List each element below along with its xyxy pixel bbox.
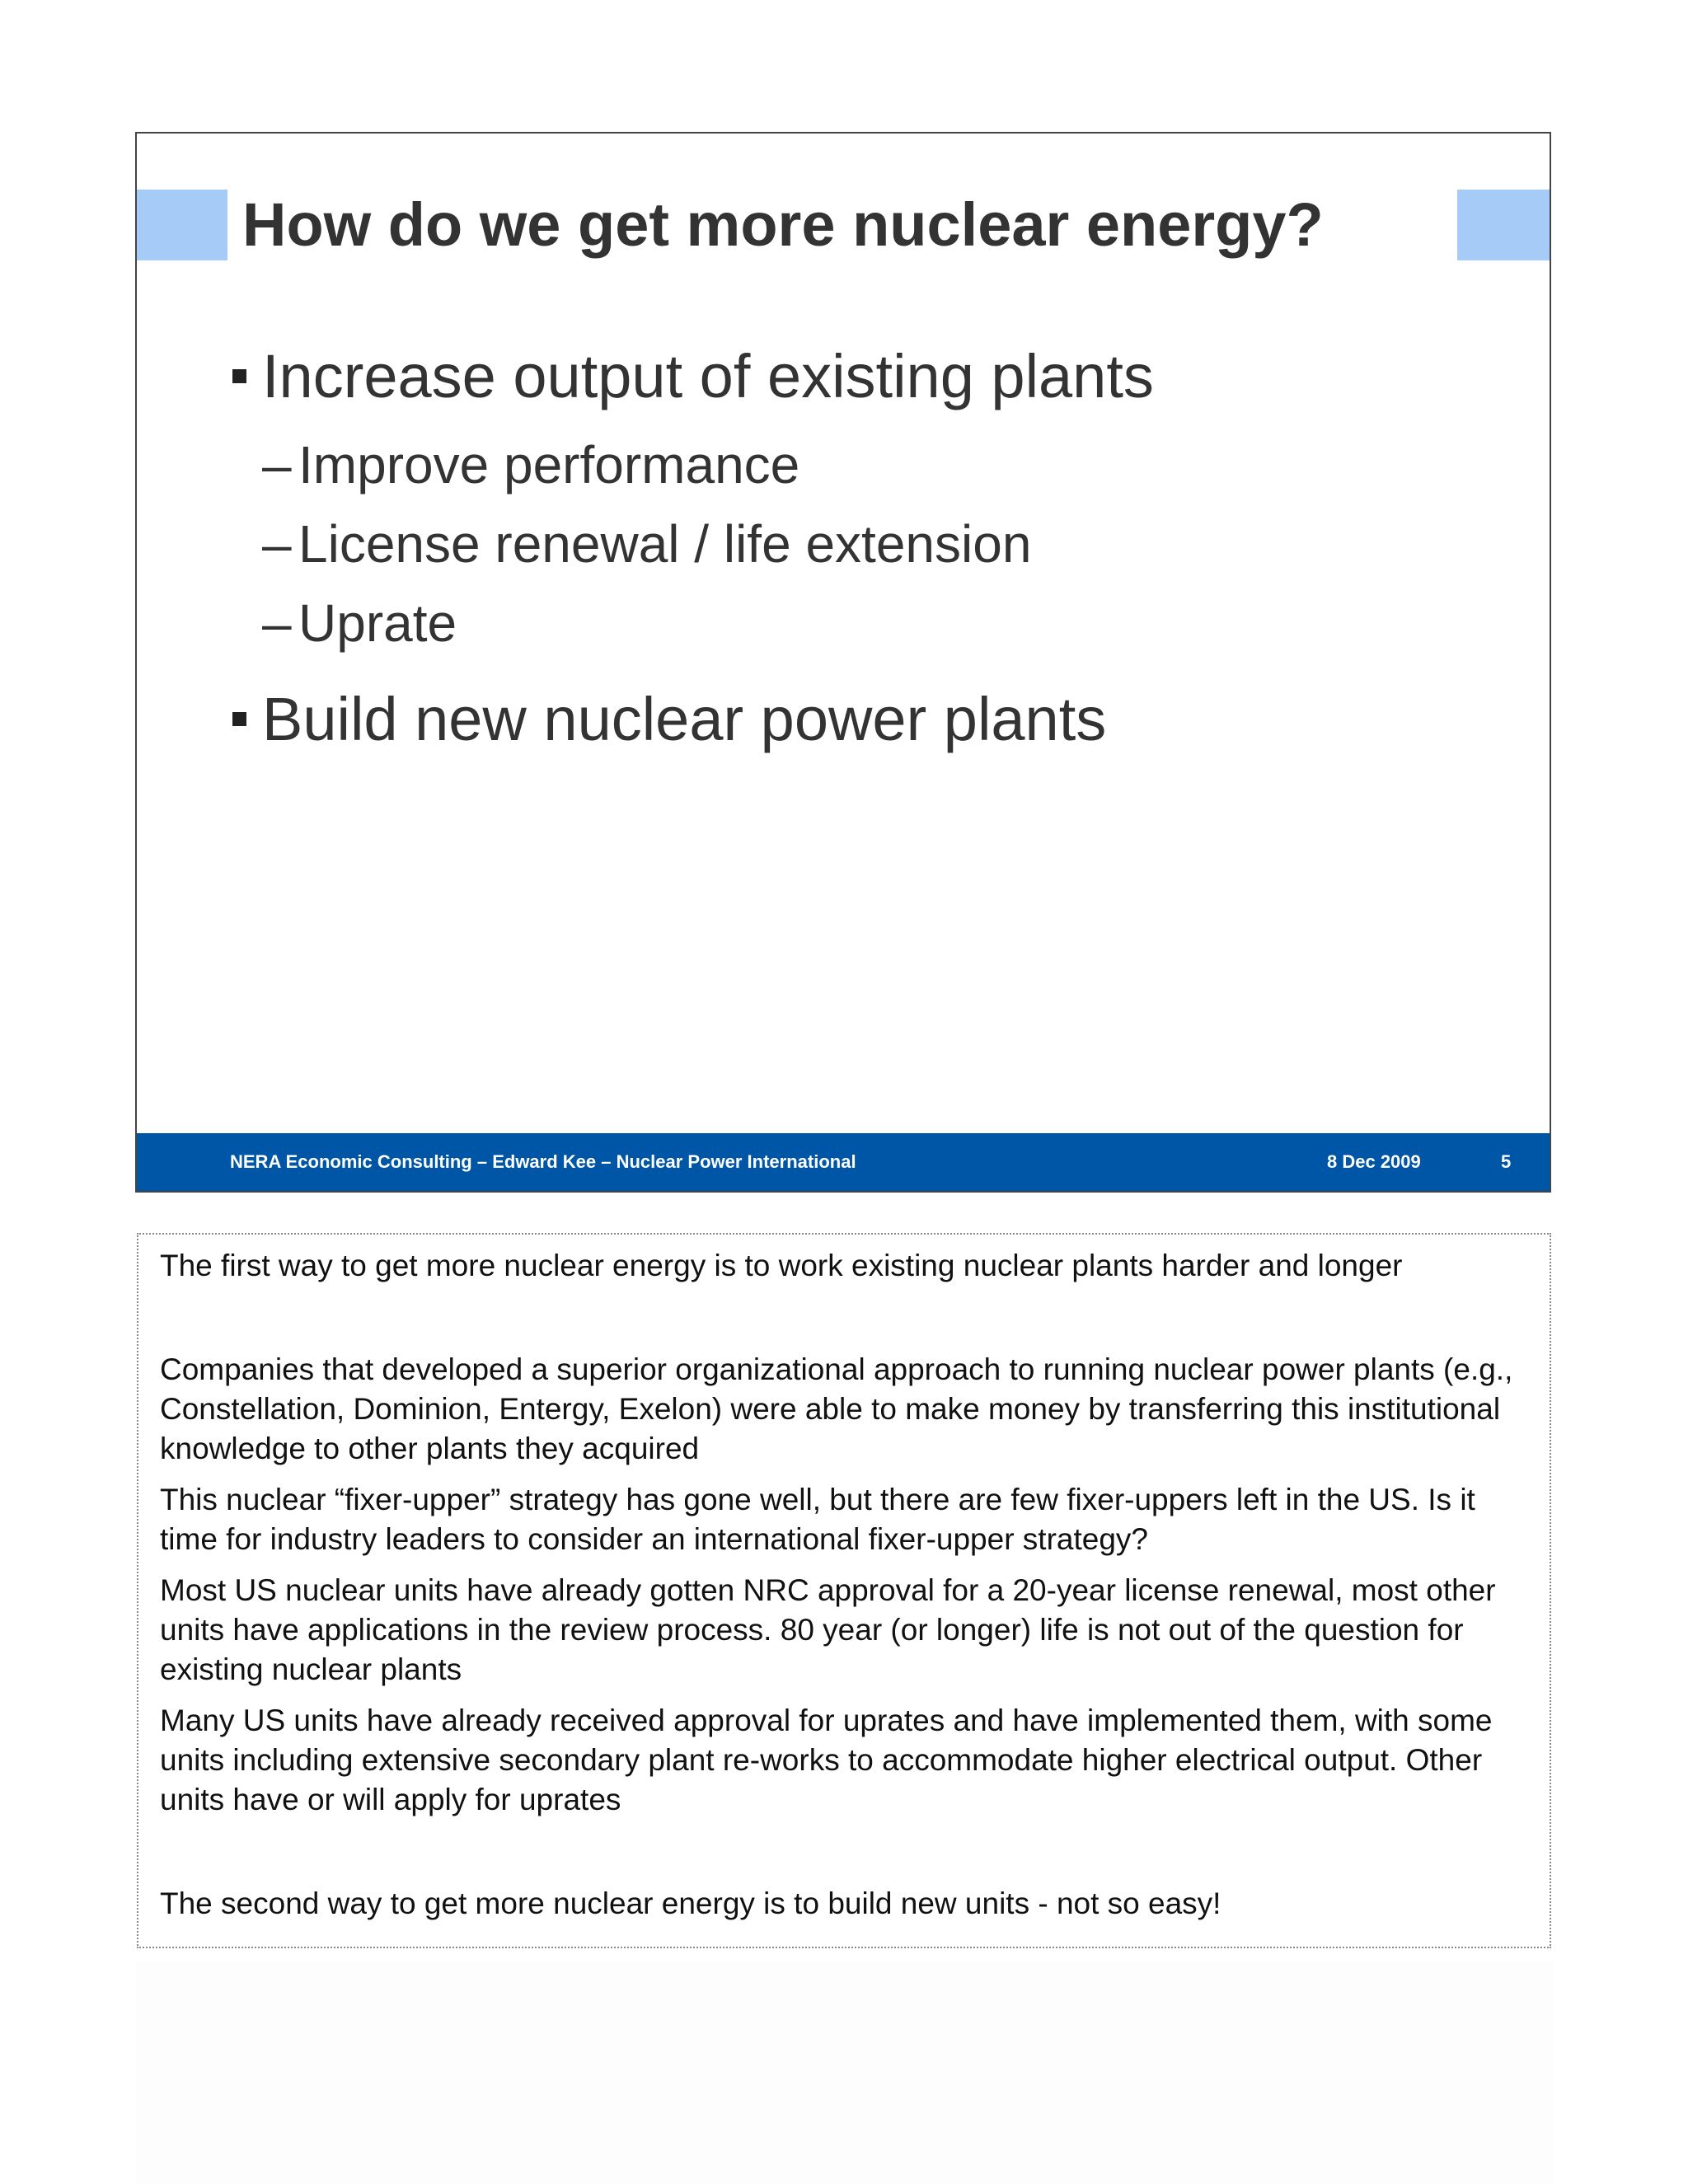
bullet-item [232, 340, 1469, 432]
bullet-list [232, 340, 1469, 775]
bullet-item [232, 682, 1469, 775]
dash-marker: – [262, 593, 292, 653]
note-paragraph: The first way to get more nuclear energy is to work existing nuclear plants harder and longer [160, 1249, 1403, 1282]
footer-page-number: 5 [1501, 1151, 1512, 1172]
page-background [136, 1961, 1554, 2184]
sub-bullet-item [232, 432, 1469, 511]
square-bullet-icon [232, 712, 246, 726]
footer-date: 8 Dec 2009 [1327, 1151, 1421, 1172]
slide [135, 132, 1551, 1193]
square-bullet-icon [232, 369, 246, 383]
bullet-text: Build new nuclear power plants [262, 685, 1107, 753]
notes-body [160, 1246, 1536, 1935]
sub-bullet-item [232, 511, 1469, 590]
note-paragraph: This nuclear “fixer-upper” strategy has gone well, but there are few fixer-uppers left in the US. Is it time for industry leaders to consider an international fixer-upper strategy? [160, 1483, 1475, 1556]
bullet-text: Increase output of existing plants [262, 342, 1154, 410]
speaker-notes [137, 1233, 1551, 1948]
dash-marker: – [262, 435, 292, 494]
title-accent-left [137, 190, 227, 260]
sub-bullet-text: License renewal / life extension [298, 514, 1032, 574]
note-paragraph: Many US units have already received approval for uprates and have implemented them, with some units including extensive secondary plant re-works to accommodate higher electrical output. Other units have or will apply for uprates [160, 1704, 1493, 1816]
sub-bullet-text: Improve performance [298, 435, 800, 494]
footer-credit: NERA Economic Consulting – Edward Kee – Nuclear Power International [230, 1151, 856, 1172]
sub-bullet-item [232, 590, 1469, 682]
dash-marker: – [262, 514, 292, 574]
sub-bullet-text: Uprate [298, 593, 457, 653]
note-paragraph: The second way to get more nuclear energy is to build new units - not so easy! [160, 1886, 1221, 1920]
slide-footer [137, 1133, 1550, 1191]
slide-title: How do we get more nuclear energy? [242, 190, 1324, 259]
note-paragraph: Companies that developed a superior organizational approach to running nuclear power plants (e.g., Constellation, Dominion, Entergy, Exelon) were able to make money by transferring this institutional knowledge to other plants they acquired [160, 1352, 1513, 1465]
title-accent-right [1457, 190, 1550, 260]
note-paragraph: Most US nuclear units have already gotten NRC approval for a 20-year license renewal, most other units have applications in the review process. 80 year (or longer) life is not out of the question for existing nuclear plants [160, 1573, 1496, 1686]
